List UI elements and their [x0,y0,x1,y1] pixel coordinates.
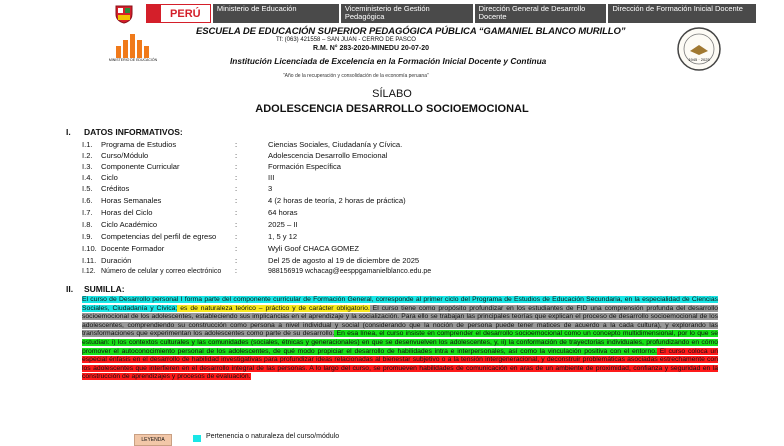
licensed-tagline: Institución Licenciada de Excelencia en la Formación Inicial Docente y Continua [230,56,547,66]
summary-purpose-text: El curso tiene como propósito profundizar en los estudiantes de FID una comprensión profunda del desarrollo socioemocional de los adolescentes, estableciendo sus implicancias en el aprendizaje y la socialización. Para ello se trabajan las principales teorías que explican el proceso de desarrollo socioemocional de los adolescentes, comprendiendo su construcción como persona a nivel individual y social (considerando que la noción de persona puede tener matices de acuerdo a la cada cultura), y explorando las transformaciones que experimentan los adolescentes como parte de su desarrollo. [82,304,719,338]
summary-paragraph [82,296,718,382]
info-row: I.10. Docente Formador : Wyli Goof CHACA GOMEZ [82,244,360,253]
course-title: ADOLESCENCIA DESARROLLO SOCIOEMOCIONAL [255,103,529,115]
ministry-logo-caption: MINISTERIO DE EDUCACIÓN [108,58,158,62]
coat-of-arms-icon [113,4,135,24]
info-row: I.7. Horas del Ciclo : 64 horas [82,208,298,217]
summary-emphasis-text: El curso coloca un especial énfasis en el desarrollo de habilidad investigativas para profundizar ideas relacionadas al bienestar subjetivo o a la tensión intergeneracional, y deconstruir problemáticas asociadas estrechamente con los adolescentes que interfieren en el desarrollo integral de las personas. A lo largo del curso, se promueven habilidades de comunicación en aras de un ambiente de proximidad, confianza y seguridad en la construcción de aprendizajes y procesos de evaluación. [82,347,718,381]
info-row: I.9. Competencias del perfil de egreso : 1, 5 y 12 [82,232,298,241]
school-seal-icon [676,26,722,72]
legend-text: Pertenencia o naturaleza del curso/módulo [206,433,340,440]
school-address: Tf: (063) 421558 – SAN JUAN - CERRO DE PASCO [276,37,416,43]
section1-number: I. [66,127,71,137]
school-name: ESCUELA DE EDUCACIÓN SUPERIOR PEDAGÓGICA PÚBLICA “GAMANIEL BLANCO MURILLO” [196,26,626,37]
ministry-logo [108,28,158,64]
summary-content-text: En esa línea, el curso insiste en comprender el desarrollo socioemocional como un concepto multidimensional, por lo que se estudian: i) los contextos culturales y las comunidades (sociales, étnicas y generacionales) en que se desenvuelven los adolescentes, y, ii) la conformación de trayectorias individuales, profundizando en cómo promover el autoconocimiento personal de los adolescentes, de qué modo propiciar el desarrollo de habilidades intra e interpersonales, así como la vinculación positiva con el entorno. [82,330,718,355]
summary-type-text: es de naturaleza teórico – práctico y de carácter obligatorio. [177,304,370,312]
info-row: I.1. Programa de Estudios : Ciencias Sociales, Ciudadanía y Cívica. [82,140,403,149]
document-title: SÍLABO [372,88,412,100]
info-row: I.8. Ciclo Académico : 2025 – II [82,220,298,229]
legend-label: LEYENDA [134,434,172,446]
summary-nature-text: El curso de Desarrollo personal I forma parte del componente curricular de Formación General, corresponde al primer ciclo del Programa de Estudios de Educación Secundaria, en la especialidad de Ciencias Sociales, Ciudadanía y Cívica; [82,296,718,312]
section1-heading: DATOS INFORMATIVOS: [84,127,183,137]
info-row: I.6. Horas Semanales : 4 (2 horas de teoría, 2 horas de práctica) [82,196,406,205]
info-row: I.4. Ciclo : III [82,173,275,182]
section2-number: II. [66,284,74,294]
government-banner [146,4,756,23]
info-row: I.11. Duración : Del 25 de agosto al 19 de diciembre de 2025 [82,256,420,265]
peru-flag-icon [146,4,160,23]
banner-ministry: Ministerio de Educación [211,4,339,23]
peru-label: PERÚ [160,4,211,23]
resolution-number: R.M. N° 283-2020-MINEDU 20-07-20 [313,45,430,52]
year-note: “Año de la recuperación y consolidación de la economía peruana” [283,73,429,79]
seal-caption: 1945 · 2025 [688,57,710,62]
banner-vice-ministry: Viceministerio de Gestión Pedagógica [339,4,473,23]
banner-general-direction: Dirección General de Desarrollo Docente [473,4,607,23]
section2-heading: SUMILLA: [84,284,125,294]
info-row: I.12. Número de celular y correo electrónico : 988156919 wchacag@eesppgamanielblanco.edu.pe [82,268,432,275]
info-row: I.5. Créditos : 3 [82,184,273,193]
banner-formation-direction: Dirección de Formación Inicial Docente [606,4,756,23]
info-row: I.2. Curso/Módulo : Adolescencia Desarrollo Emocional [82,151,388,160]
info-row: I.3. Componente Curricular : Formación Específica [82,162,342,171]
